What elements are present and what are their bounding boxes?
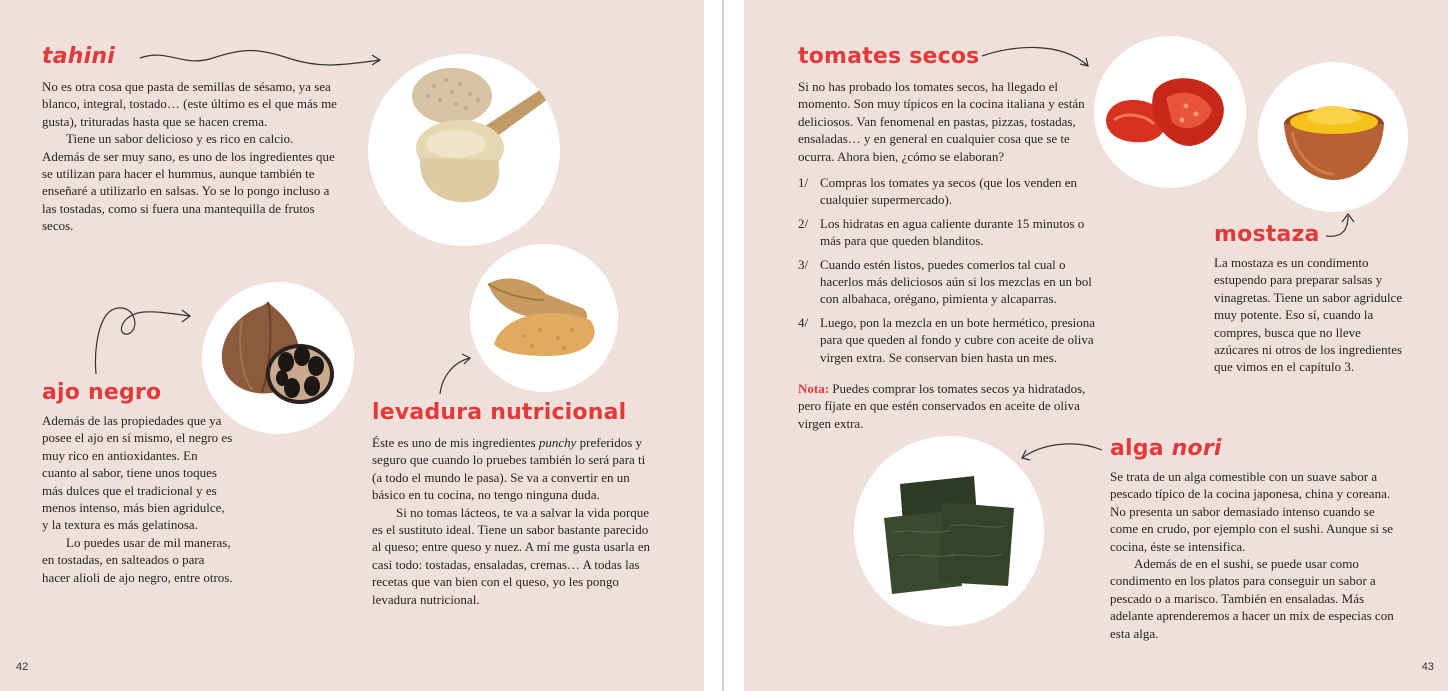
gutter-line (722, 0, 724, 691)
levadura-p1-b: preferidos y seguro que cuando lo pruebes también lo será para ti (a todo el mundo le pasa). Se va a convertir en un básico en tu cocina, no tengo ninguna duda. (372, 435, 646, 503)
ajo-negro-paragraph-2: Lo puedes usar de mil maneras, en tostadas, en salteados o para hacer alioli de ajo negro, entre otros. (42, 534, 233, 585)
tomates-arrow-icon (980, 40, 1096, 74)
mostaza-title: mostaza (1214, 222, 1320, 247)
levadura-photo (470, 244, 618, 392)
note-text: Puedes comprar los tomates secos ya hidratados, pero fíjate en que estén conservados en aceite de oliva virgen extra. (798, 381, 1086, 431)
alga-nori-photo (854, 436, 1044, 626)
step-item (798, 256, 1098, 308)
step-number: 4/ (798, 314, 809, 330)
step-item (798, 314, 1098, 366)
tomates-photo (1094, 36, 1246, 188)
step-number: 2/ (798, 215, 809, 231)
levadura-text (372, 434, 652, 608)
page-number-left: 42 (16, 661, 29, 673)
step-text: Compras los tomates ya secos (que los venden en cualquier supermercado). (820, 175, 1078, 208)
step-number: 1/ (798, 175, 809, 190)
tahini-arrow-icon (138, 48, 388, 72)
ajo-negro-text (42, 412, 234, 586)
mostaza-arrow-icon (1322, 210, 1356, 242)
alga-nori-text (1110, 468, 1402, 642)
tomates-intro: Si no has probado los tomates secos, ha llegado el momento. Son muy típicos en la cocina italiana y están deliciosos. Van fenomenal en pastas, pizzas, tostadas, ensaladas… y en general en cualquier cosa que se te ocurra. Ahora bien, ¿cómo se elaboran? (798, 79, 1085, 164)
step-item (798, 174, 1098, 209)
tahini-text (42, 78, 337, 235)
page-number-right: 43 (1421, 661, 1434, 673)
tomates-steps-list (798, 174, 1098, 372)
levadura-p1-emphasis: punchy (538, 435, 577, 450)
tahini-title: tahini (42, 44, 115, 69)
step-text: Luego, pon la mezcla en un bote hermético, presiona para que queden al fondo y cubre con aceite de oliva virgen extra. Se conservan bien hasta un mes. (820, 314, 1096, 365)
mostaza-photo (1258, 62, 1408, 212)
tahini-photo (368, 54, 560, 246)
levadura-p1-a: Éste es uno de mis ingredientes (372, 435, 539, 450)
note-label: Nota: (798, 381, 830, 396)
tomates-note (798, 380, 1088, 432)
right-page (744, 0, 1448, 691)
alga-paragraph-1: Se trata de un alga comestible con un suave sabor a pescado típico de la cocina japonesa, china y coreana. No presenta un sabor demasiado intenso cuando se come en crudo, por ejemplo con el sushi. Aunque si se cocina, éste se intensifica. (1110, 469, 1394, 554)
tomates-title: tomates secos (798, 44, 980, 69)
ajo-negro-paragraph-1: Además de las propiedades que ya posee el ajo en sí mismo, el negro es muy rico en antioxidantes. En cuanto al sabor, tiene unos toques más dulces que el tradicional y es menos intenso, más bien agridulce, y la textura es más gelatinosa. (42, 413, 233, 533)
alga-title-b: nori (1171, 436, 1222, 461)
step-text: Los hidratas en agua caliente durante 15 minutos o más para que queden blanditos. (820, 215, 1085, 249)
levadura-arrow-icon (436, 352, 476, 398)
tahini-paragraph-2: Tiene un sabor delicioso y es rico en calcio. Además de ser muy sano, es uno de los ingredientes que se utilizan para hacer el hummus, aunque también te enseñaré a utilizarlo en salsas. Yo se lo pongo incluso a las tostadas, como si fuera una mantequilla de frutos secos. (42, 131, 335, 234)
gutter (704, 0, 744, 691)
mostaza-text: La mostaza es un condimento estupendo para preparar salsas y vinagretas. Tiene un sabor agridulce muy potente. Eso sí, cuando la compres, busca que no lleve azúcares ni otros de los ingredientes que vimos en el capítulo 3. (1214, 255, 1403, 375)
alga-title-a: alga (1110, 436, 1172, 461)
levadura-title: levadura nutricional (372, 400, 627, 425)
ajo-negro-arrow-icon (88, 300, 198, 380)
ajo-negro-title: ajo negro (42, 380, 162, 405)
step-item (798, 215, 1098, 250)
alga-paragraph-2: Además de en el sushi, se puede usar como condimento en los platos para conseguir un sabor a pescado o a marisco. También en ensaladas. Más adelante aprenderemos a hacer un mix de especias con esta alga. (1110, 556, 1394, 641)
levadura-paragraph-2: Si no tomas lácteos, te va a salvar la vida porque es el sustituto ideal. Tiene un sabor bastante parecido al queso; entre queso y nuez. A mí me gusta usarla en casi todo: tostadas, ensaladas, cremas… A todas las recetas que van bien con el queso, yo les pongo levadura nutricional. (372, 504, 650, 607)
left-page (0, 0, 704, 691)
alga-nori-title (1110, 436, 1222, 461)
step-text: Cuando estén listos, puedes comerlos tal cual o hacerlos más deliciosos aún si los mezclas en un bol con albahaca, orégano, pimienta y alcaparras. (820, 256, 1092, 307)
levadura-paragraph-1 (372, 434, 652, 504)
alga-arrow-icon (1018, 438, 1104, 464)
step-number: 3/ (798, 256, 809, 272)
tahini-paragraph-1: No es otra cosa que pasta de semillas de sésamo, ya sea blanco, integral, tostado… (este último es el que más me gusta), trituradas hasta que se hacen crema. (42, 79, 337, 129)
